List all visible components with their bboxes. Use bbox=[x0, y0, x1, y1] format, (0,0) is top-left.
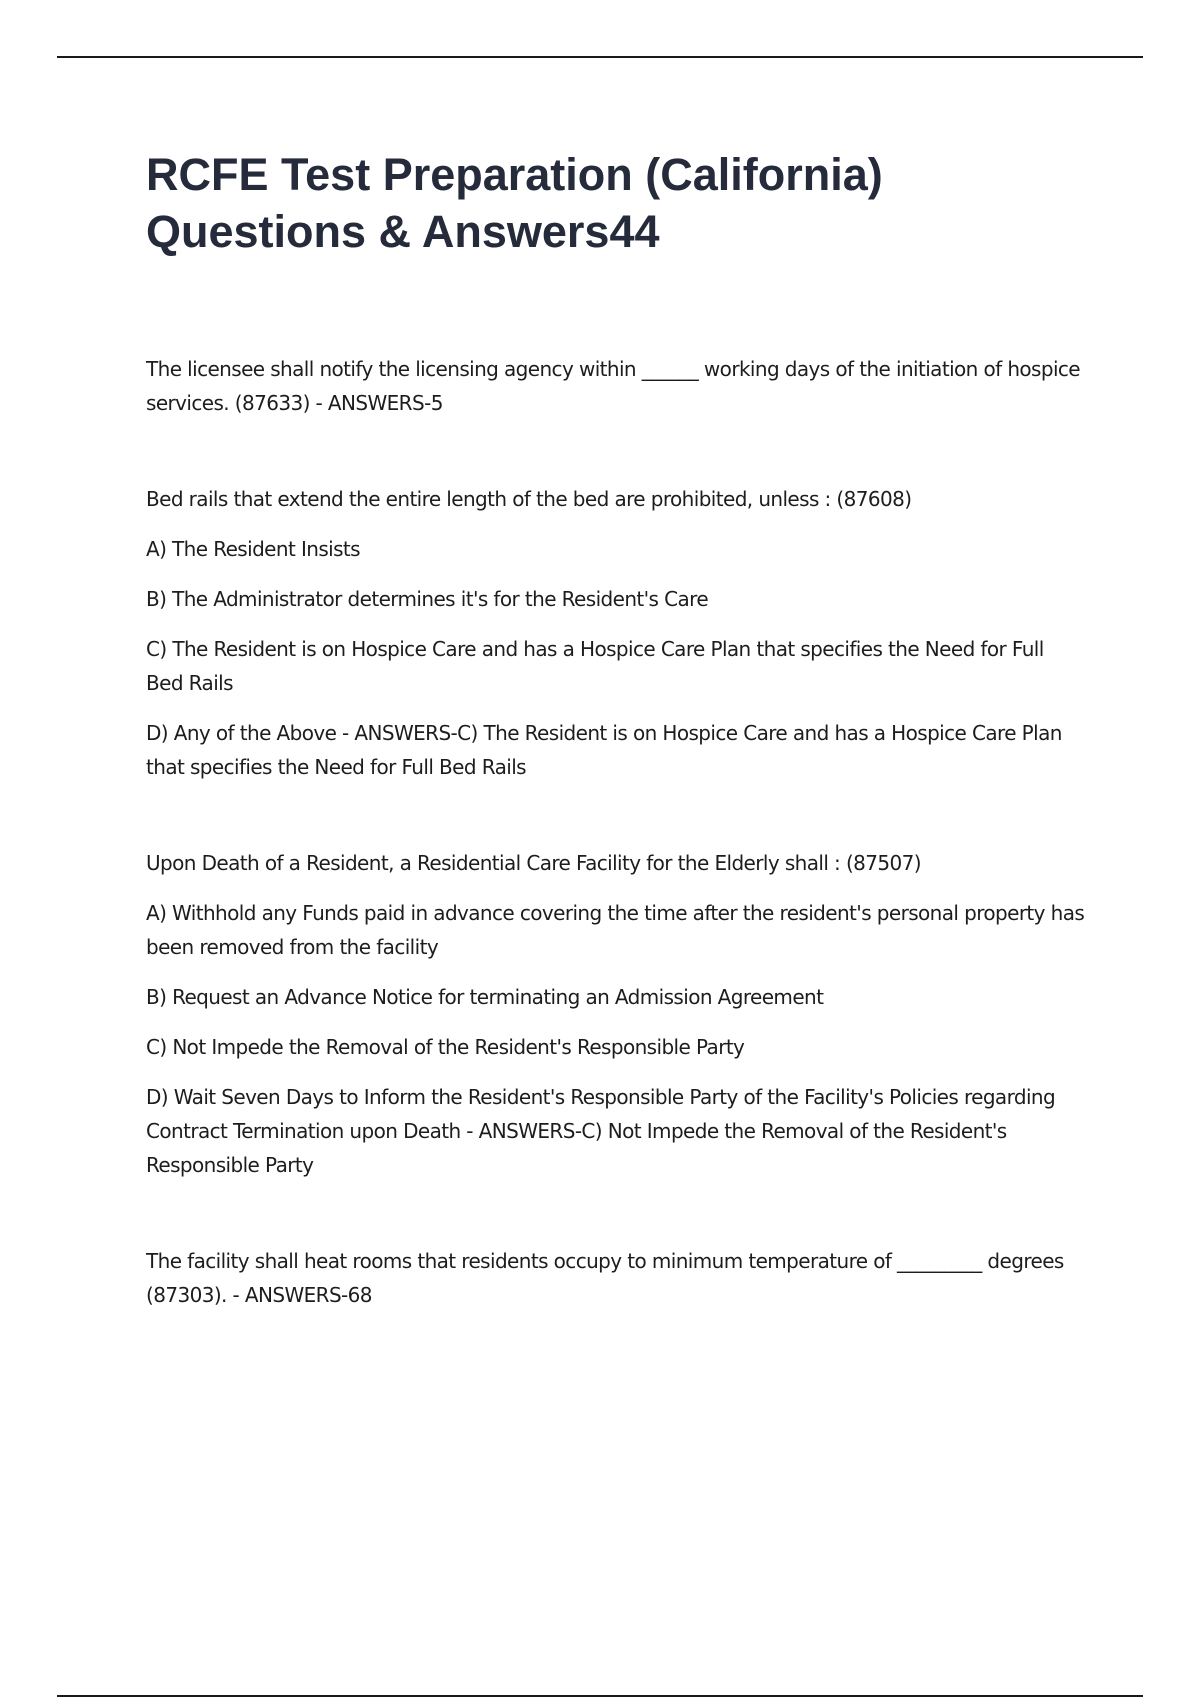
document-body bbox=[146, 146, 1086, 1312]
answer-option-d: D) Wait Seven Days to Inform the Resident's Responsible Party of the Facility's Policies regarding Contract Termination upon Death - ANSWERS-C) Not Impede the Removal of the Resident's Responsible Party bbox=[146, 1085, 1056, 1177]
answer-option-d: D) Any of the Above - ANSWERS-C) The Resident is on Hospice Care and has a Hospice Care Plan that specifies the Need for Full Bed Rails bbox=[146, 721, 1062, 779]
answer-option-c: C) Not Impede the Removal of the Resident's Responsible Party bbox=[146, 1035, 745, 1059]
question-text: Bed rails that extend the entire length of the bed are prohibited, unless : (87608) bbox=[146, 487, 912, 511]
answer-option-b: B) Request an Advance Notice for terminating an Admission Agreement bbox=[146, 985, 824, 1009]
question-block bbox=[146, 846, 1086, 1182]
question-block bbox=[146, 482, 1086, 784]
question-list bbox=[146, 352, 1086, 1312]
question-block bbox=[146, 1244, 1086, 1312]
footer-rule bbox=[57, 1695, 1143, 1697]
question-block bbox=[146, 352, 1086, 420]
question-text: The licensee shall notify the licensing agency within ______ working days of the initiation of hospice services. (87633) - ANSWERS-5 bbox=[146, 357, 1081, 415]
question-text: The facility shall heat rooms that residents occupy to minimum temperature of _________ degrees (87303). - ANSWERS-68 bbox=[146, 1249, 1064, 1307]
answer-option-a: A) Withhold any Funds paid in advance covering the time after the resident's personal property has been removed from the facility bbox=[146, 901, 1085, 959]
question-text: Upon Death of a Resident, a Residential Care Facility for the Elderly shall : (87507) bbox=[146, 851, 921, 875]
answer-option-a: A) The Resident Insists bbox=[146, 537, 360, 561]
answer-option-c: C) The Resident is on Hospice Care and has a Hospice Care Plan that specifies the Need for Full Bed Rails bbox=[146, 637, 1044, 695]
answer-option-b: B) The Administrator determines it's for the Resident's Care bbox=[146, 587, 709, 611]
header-rule bbox=[57, 56, 1143, 58]
document-title: RCFE Test Preparation (California) Questions & Answers44 bbox=[146, 149, 883, 257]
